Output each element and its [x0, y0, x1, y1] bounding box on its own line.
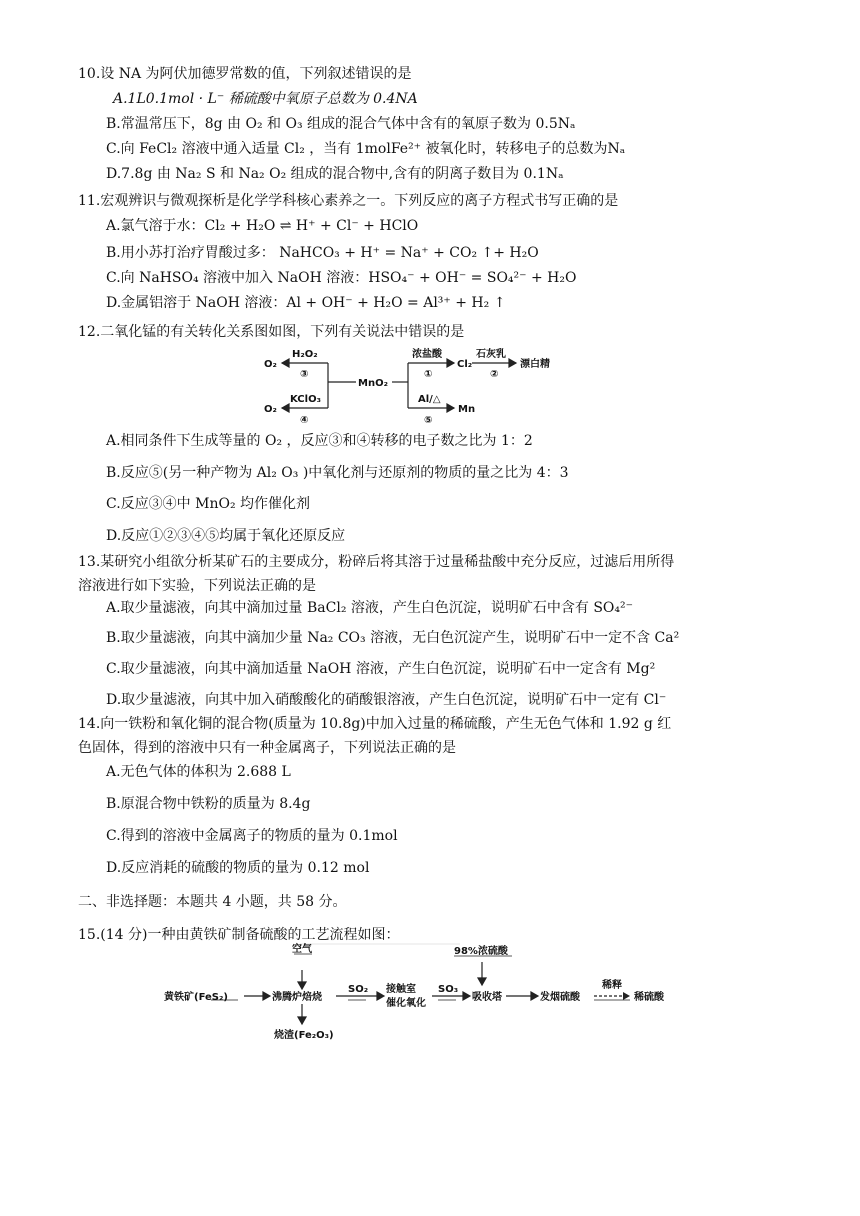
q14-stem-line1: 14.向一铁粉和氧化铜的混合物(质量为 10.8g)中加入过量的稀硫酸，产生无色气体和 1.92 g 红 [78, 716, 672, 732]
mno2-conversion-diagram [262, 343, 582, 425]
flow-so3-label: SO₃ [438, 984, 459, 995]
q12-stem: 12.二氧化锰的有关转化关系图如图，下列有关说法中错误的是 [78, 324, 465, 340]
q14-option-a: A.无色气体的体积为 2.688 L [106, 764, 291, 780]
q14-stem-line2: 色固体，得到的溶液中只有一种金属离子，下列说法正确的是 [78, 740, 456, 756]
q11-option-b: B.用小苏打治疗胃酸过多： NaHCO₃ + H⁺ = Na⁺ + CO₂ ↑+ H₂O [106, 245, 539, 261]
diagram-step-2: ② [490, 369, 499, 380]
q14-option-c: C.得到的溶液中金属离子的物质的量为 0.1mol [106, 828, 398, 844]
sulfuric-acid-process-flowchart [160, 942, 690, 1046]
flow-catalytic-oxidation: 催化氧化 [386, 998, 426, 1009]
diagram-bleach: 漂白精 [520, 359, 550, 370]
flow-98-acid: 98%浓硫酸 [454, 946, 508, 957]
diagram-step-3: ③ [300, 369, 309, 380]
flow-boiling-furnace: 沸腾炉焙烧 [272, 992, 322, 1003]
diagram-mno2: MnO₂ [358, 378, 388, 389]
q13-option-a: A.取少量滤液，向其中滴加过量 BaCl₂ 溶液，产生白色沉淀，说明矿石中含有 SO₄²⁻ [106, 600, 634, 616]
q14-option-b: B.原混合物中铁粉的质量为 8.4g [106, 796, 311, 812]
flow-so2-label-1: SO₂ [348, 984, 369, 995]
diagram-al-heat: Al/△ [418, 394, 441, 405]
q15-stem: 15.(14 分)一种由黄铁矿制备硫酸的工艺流程如图： [78, 927, 400, 943]
diagram-h2o2: H₂O₂ [292, 349, 318, 360]
q11-option-d: D.金属铝溶于 NaOH 溶液：Al + OH⁻ + H₂O = Al³⁺ + H₂ ↑ [106, 295, 506, 311]
q13-option-c: C.取少量滤液，向其中滴加适量 NaOH 溶液，产生白色沉淀，说明矿石中一定含有 Mg² [106, 661, 656, 677]
q12-option-c: C.反应③④中 MnO₂ 均作催化剂 [106, 496, 311, 512]
q13-stem-line1: 13.某研究小组欲分析某矿石的主要成分，粉碎后将其溶于过量稀盐酸中充分反应，过滤后用所得 [78, 554, 675, 570]
diagram-kclo3: KClO₃ [290, 394, 321, 405]
diagram-mn: Mn [458, 404, 476, 415]
flow-absorption-tower: 吸收塔 [472, 992, 502, 1003]
q10-option-c: C.向 FeCl₂ 溶液中通入适量 Cl₂ ，当有 1molFe²⁺ 被氧化时，转移电子的总数为Nₐ [106, 141, 626, 157]
q13-option-d: D.取少量滤液，向其中加入硝酸酸化的硝酸银溶液，产生白色沉淀，说明矿石中一定有 Cl⁻ [106, 692, 667, 708]
q14-option-d: D.反应消耗的硫酸的物质的量为 0.12 mol [106, 860, 370, 876]
q10-option-d: D.7.8g 由 Na₂ S 和 Na₂ O₂ 组成的混合物中,含有的阴离子数目为 0.1Nₐ [106, 166, 564, 182]
flow-air: 空气 [292, 944, 312, 955]
flow-contact-chamber: 接触室 [386, 984, 416, 995]
diagram-step-5: ⑤ [424, 415, 433, 425]
q11-option-a: A.氯气溶于水：Cl₂ + H₂O ⇌ H⁺ + Cl⁻ + HClO [106, 218, 419, 234]
flow-oleum: 发烟硫酸 [540, 992, 580, 1003]
q12-option-a: A.相同条件下生成等量的 O₂ ，反应③和④转移的电子数之比为 1：2 [106, 433, 533, 449]
q10-stem: 10.设 NA 为阿伏加德罗常数的值，下列叙述错误的是 [78, 66, 412, 82]
q10-option-b: B.常温常压下，8g 由 O₂ 和 O₃ 组成的混合气体中含有的氧原子数为 0.5Nₐ [106, 116, 576, 132]
q13-option-b: B.取少量滤液，向其中滴加少量 Na₂ CO₃ 溶液，无白色沉淀产生，说明矿石中一定不含 Ca² [106, 630, 680, 646]
flow-slag: 烧渣(Fe₂O₃) [274, 1030, 334, 1041]
flow-dilute-acid: 稀硫酸 [634, 992, 664, 1003]
q13-stem-line2: 溶液进行如下实验，下列说法正确的是 [78, 578, 316, 594]
diagram-cl2: Cl₂ [457, 359, 473, 370]
diagram-o2-bottom: O₂ [264, 404, 277, 415]
diagram-conc-hcl: 浓盐酸 [412, 349, 442, 360]
q12-option-d: D.反应①②③④⑤均属于氧化还原反应 [106, 528, 346, 544]
flow-dilute: 稀释 [602, 980, 622, 991]
section-2-heading: 二、非选择题：本题共 4 小题，共 58 分。 [78, 894, 347, 910]
flow-pyrite: 黄铁矿(FeS₂) [164, 992, 228, 1003]
diagram-step-1: ① [424, 369, 433, 380]
q12-option-b: B.反应⑤(另一种产物为 Al₂ O₃ )中氧化剂与还原剂的物质的量之比为 4：3 [106, 465, 569, 481]
q11-stem: 11.宏观辨识与微观探析是化学学科核心素养之一。下列反应的离子方程式书写正确的是 [78, 193, 619, 209]
diagram-step-4: ④ [300, 415, 309, 425]
diagram-lime-milk: 石灰乳 [476, 349, 506, 360]
q11-option-c: C.向 NaHSO₄ 溶液中加入 NaOH 溶液：HSO₄⁻ + OH⁻ = SO₄²⁻ + H₂O [106, 270, 577, 286]
q10-option-a: A.1L0.1mol · L⁻ 稀硫酸中氧原子总数为 0.4NA [113, 91, 418, 107]
diagram-o2-top: O₂ [264, 359, 277, 370]
